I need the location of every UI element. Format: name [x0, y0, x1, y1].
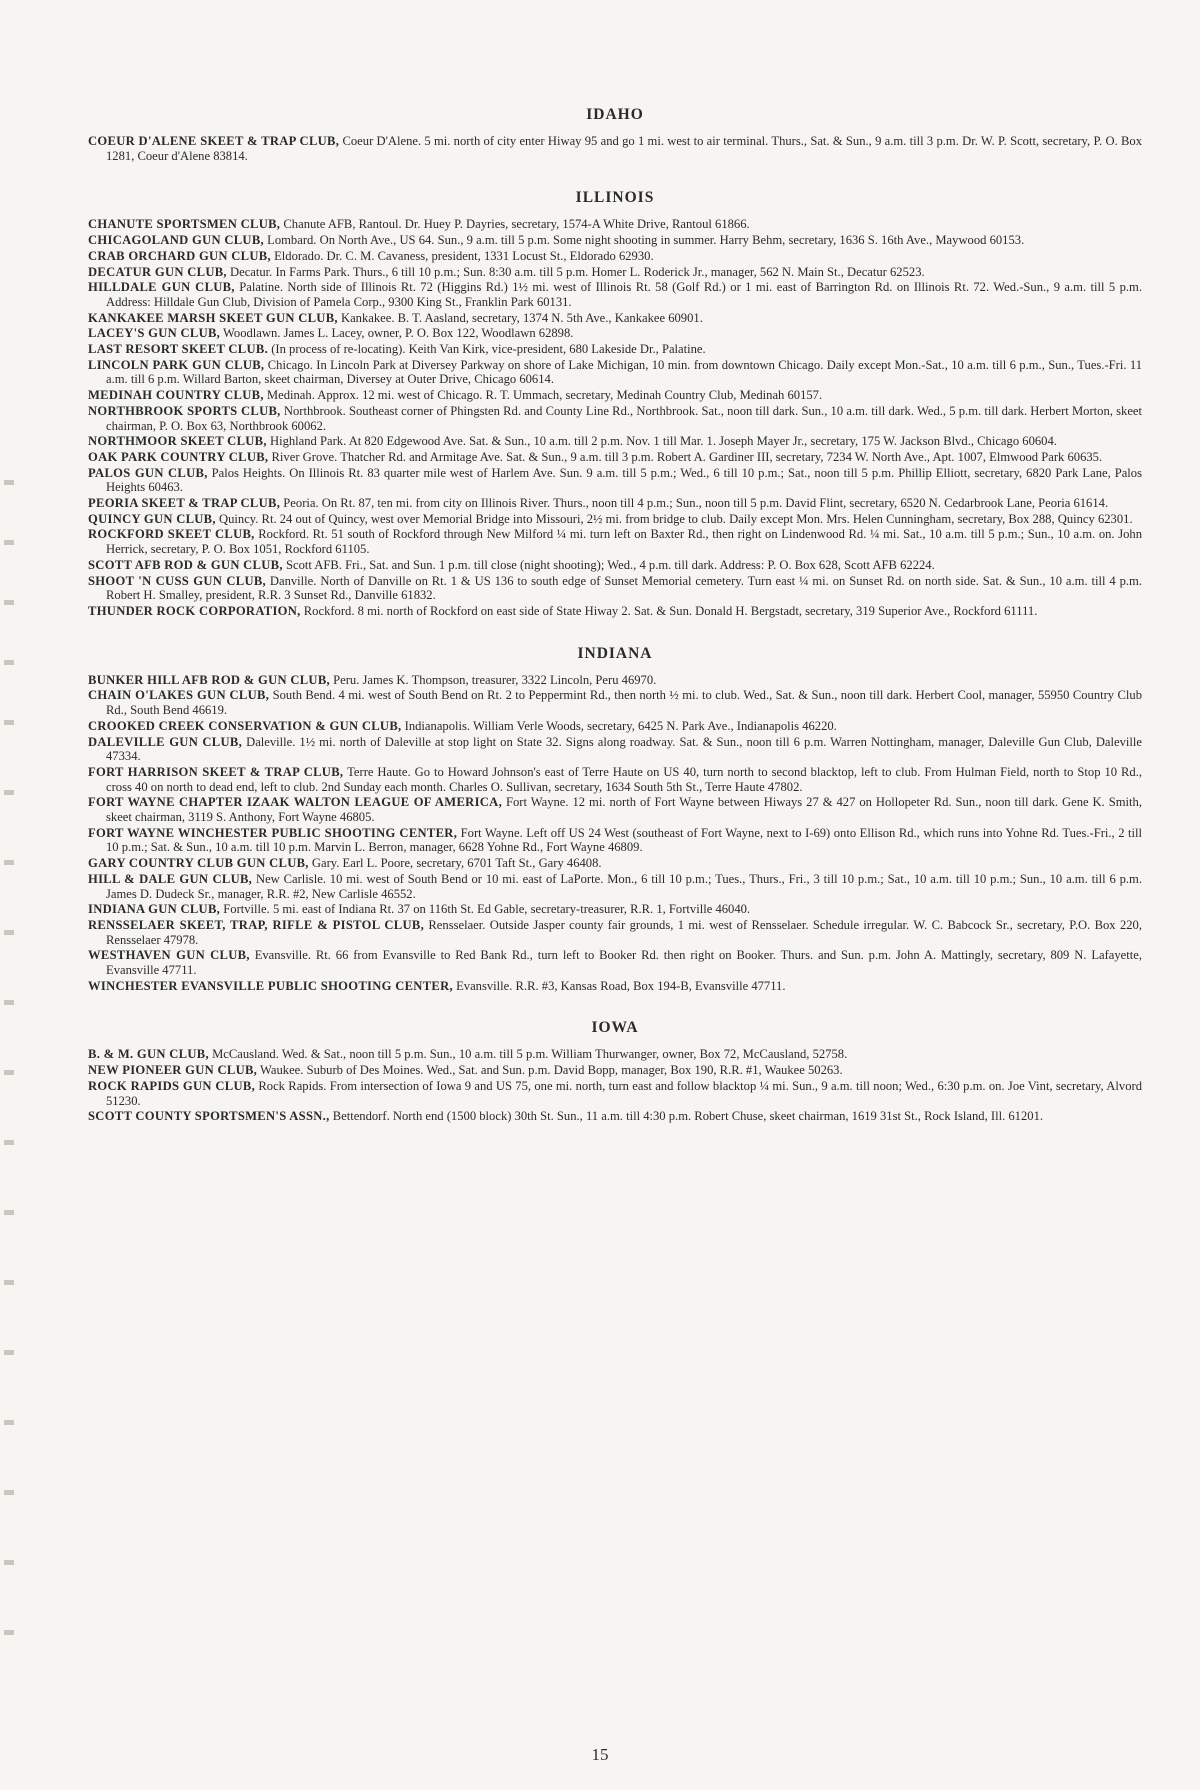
club-entry — [88, 249, 1142, 264]
club-entry — [88, 217, 1142, 232]
club-name: PALOS GUN CLUB, — [88, 465, 208, 480]
club-entry — [88, 358, 1142, 387]
state-heading: IDAHO — [586, 106, 644, 123]
club-name: DECATUR GUN CLUB, — [88, 264, 227, 279]
club-details: McCausland. Wed. & Sat., noon till 5 p.m. Sun., 10 a.m. till 5 p.m. William Thurwanger, owner, Box 72, McCausland, 52758. — [212, 1047, 848, 1062]
club-name: NORTHBROOK SPORTS CLUB, — [88, 403, 281, 418]
club-entry — [88, 311, 1142, 326]
club-details: Chicago. In Lincoln Park at Diversey Parkway on shore of Lake Michigan, 10 min. from downtown Chicago. Daily except Mon.-Sat., 10 a.m. till 6 p.m., Sun., Tues.-Fri. 11 a.m. till 6 p.m. Willard Barton, skeet chairman, Diversey at Outer Drive, Chicago 60614. — [106, 357, 1143, 387]
club-details: River Grove. Thatcher Rd. and Armitage Ave. Sat. & Sun., 9 a.m. till 3 p.m. Robert A. Gardiner III, secretary, 7234 W. North Ave., Apt. 1007, Elmwood Park 60635. — [271, 449, 1103, 464]
club-entry — [88, 826, 1142, 855]
club-entry — [88, 326, 1142, 341]
club-entry — [88, 948, 1142, 977]
club-details: Gary. Earl L. Poore, secretary, 6701 Taft St., Gary 46408. — [311, 856, 602, 871]
state-section — [88, 189, 1142, 618]
club-entry — [88, 558, 1142, 573]
club-name: DALEVILLE GUN CLUB, — [88, 734, 243, 749]
state-section — [88, 645, 1142, 994]
club-name: COEUR D'ALENE SKEET & TRAP CLUB, — [88, 134, 340, 148]
club-entry — [88, 466, 1142, 495]
page-number: 15 — [591, 1745, 609, 1764]
club-entry — [88, 265, 1142, 280]
club-entry — [88, 527, 1142, 556]
club-details: Kankakee. B. T. Aasland, secretary, 1374 N. 5th Ave., Kankakee 60901. — [341, 310, 703, 325]
club-details: Scott AFB. Fri., Sat. and Sun. 1 p.m. till close (night shooting); Wed., 4 p.m. till dark. Address: P. O. Box 628, Scott AFB 62224. — [285, 557, 935, 572]
club-details: Decatur. In Farms Park. Thurs., 6 till 10 p.m.; Sun. 8:30 a.m. till 5 p.m. Homer L. Roderick Jr., manager, 562 N. Main St., Decatur 62523. — [230, 264, 925, 279]
club-entry — [88, 450, 1142, 465]
club-name: B. & M. GUN CLUB, — [88, 1047, 209, 1062]
club-entry — [88, 688, 1142, 717]
club-details: Rockford. 8 mi. north of Rockford on east side of State Hiway 2. Sat. & Sun. Donald H. Bergstadt, secretary, 319 Superior Ave., Rockford 61111. — [303, 603, 1038, 618]
club-name: SCOTT AFB ROD & GUN CLUB, — [88, 557, 283, 572]
club-details: (In process of re-locating). Keith Van Kirk, vice-president, 680 Lakeside Dr., Palatine. — [271, 342, 706, 357]
club-entry — [88, 496, 1142, 511]
club-entry — [88, 1109, 1142, 1124]
club-details: Woodlawn. James L. Lacey, owner, P. O. Box 122, Woodlawn 62898. — [223, 326, 574, 341]
club-details: Quincy. Rt. 24 out of Quincy, west over Memorial Bridge into Missouri, 2½ mi. from bridge to club. Daily except Mon. Mrs. Helen Cunningham, secretary, Box 288, Quincy 62301. — [219, 511, 1133, 526]
club-details: Rockford. Rt. 51 south of Rockford through New Milford ¼ mi. turn left on Baxter Rd., then right on Lindenwood Rd. ¼ mi. Sat., 10 a.m. till 5 p.m.; Sun., 10 a.m. on. John Herrick, secretary, P. O. Box 1051, Rockford 61105. — [106, 527, 1143, 557]
club-details: Daleville. 1½ mi. north of Daleville at stop light on State 32. Signs along roadway. Sat. & Sun., noon till 6 p.m. Warren Nottingham, manager, Daleville Gun Club, Daleville 47334. — [106, 734, 1142, 764]
club-entry — [88, 134, 1142, 163]
scan-margin-marks — [0, 0, 22, 1790]
club-entry — [88, 404, 1142, 433]
club-entry — [88, 342, 1142, 357]
club-details: Medinah. Approx. 12 mi. west of Chicago. R. T. Ummach, secretary, Medinah Country Club, Medinah 60157. — [266, 388, 823, 403]
club-details: Peru. James K. Thompson, treasurer, 3322 Lincoln, Peru 46970. — [333, 672, 657, 687]
club-details: Fort Wayne. 12 mi. north of Fort Wayne between Hiways 27 & 427 on Hollopeter Rd. Sun., noon till dark. Gene K. Smith, skeet chairman, 3119 S. Anthony, Fort Wayne 46805. — [106, 795, 1142, 825]
club-name: NEW PIONEER GUN CLUB, — [88, 1063, 258, 1078]
club-entry — [88, 719, 1142, 734]
state-section — [88, 106, 1142, 163]
club-details: Chanute AFB, Rantoul. Dr. Huey P. Dayries, secretary, 1574-A White Drive, Rantoul 61866. — [283, 217, 750, 232]
club-details: Peoria. On Rt. 87, ten mi. from city on Illinois River. Thurs., noon till 4 p.m.; Sun., noon till 5 p.m. David Flint, secretary, 6520 N. Cedarbrook Lane, Peoria 61614. — [283, 496, 1109, 511]
club-name: RENSSELAER SKEET, TRAP, RIFLE & PISTOL CLUB, — [88, 917, 425, 932]
club-name: CROOKED CREEK CONSERVATION & GUN CLUB, — [88, 718, 402, 733]
club-name: LAST RESORT SKEET CLUB. — [88, 342, 269, 357]
club-name: LINCOLN PARK GUN CLUB, — [88, 357, 265, 372]
club-entry — [88, 902, 1142, 917]
club-details: Terre Haute. Go to Howard Johnson's east of Terre Haute on US 40, turn north to second blacktop, left to club. From Hulman Field, north to Stop 10 Rd., cross 40 on north to dead end, left to club. 2nd Sunday each month. Charles O. Sullivan, secretary, 1634 South 5th St., Terre Haute 47802. — [106, 764, 1143, 794]
club-name: THUNDER ROCK CORPORATION, — [88, 603, 301, 618]
club-entry — [88, 856, 1142, 871]
club-name: CHAIN O'LAKES GUN CLUB, — [88, 688, 270, 703]
club-details: Rock Rapids. From intersection of Iowa 9 and US 75, one mi. north, turn east and follow blacktop ¼ mi. Sun., 9 a.m. till noon; Wed., 6:30 p.m. on. Joe Vint, secretary, Alvord 51230. — [106, 1078, 1142, 1108]
club-name: CRAB ORCHARD GUN CLUB, — [88, 248, 271, 263]
club-entry — [88, 604, 1142, 619]
club-name: MEDINAH COUNTRY CLUB, — [88, 388, 264, 403]
club-name: SHOOT 'N CUSS GUN CLUB, — [88, 573, 266, 588]
club-name: HILLDALE GUN CLUB, — [88, 280, 235, 295]
club-name: ROCK RAPIDS GUN CLUB, — [88, 1078, 256, 1093]
club-entry — [88, 872, 1142, 901]
club-name: ROCKFORD SKEET CLUB, — [88, 527, 255, 542]
club-name: FORT HARRISON SKEET & TRAP CLUB, — [88, 764, 344, 779]
club-name: WINCHESTER EVANSVILLE PUBLIC SHOOTING CENTER, — [88, 978, 453, 993]
club-details: Evansville. R.R. #3, Kansas Road, Box 194-B, Evansville 47711. — [456, 978, 786, 993]
club-details: Fortville. 5 mi. east of Indiana Rt. 37 on 116th St. Ed Gable, secretary-treasurer, R.R. 1, Fortville 46040. — [223, 902, 751, 917]
club-details: Eldorado. Dr. C. M. Cavaness, president, 1331 Locust St., Eldorado 62930. — [274, 248, 654, 263]
club-name: NORTHMOOR SKEET CLUB, — [88, 434, 267, 449]
club-details: Rensselaer. Outside Jasper county fair grounds, 1 mi. west of Rensselaer. Schedule irregular. W. C. Babcock Sr., secretary, P.O. Box 220, Rensselaer 47978. — [106, 917, 1142, 947]
club-entry — [88, 735, 1142, 764]
state-section — [88, 1019, 1142, 1124]
club-details: Palos Heights. On Illinois Rt. 83 quarter mile west of Harlem Ave. Sun. 9 a.m. till 5 p.m.; Wed., 6 till 10 p.m.; Sat., noon till 5 p.m. Phillip Elliott, secretary, 6820 Park Lane, Palos Heights 60463. — [106, 465, 1143, 495]
club-details: Bettendorf. North end (1500 block) 30th St. Sun., 11 a.m. till 4:30 p.m. Robert Chuse, skeet chairman, 1619 31st St., Rock Island, Ill. 61201. — [332, 1109, 1044, 1124]
club-entry — [88, 765, 1142, 794]
club-name: CHANUTE SPORTSMEN CLUB, — [88, 217, 281, 232]
club-name: BUNKER HILL AFB ROD & GUN CLUB, — [88, 672, 330, 687]
club-details: New Carlisle. 10 mi. west of South Bend or 10 mi. east of LaPorte. Mon., 6 till 10 p.m.; Tues., Thurs., Fri., 3 till 10 p.m.; Sat., 10 a.m. till 10 p.m.; Sun., 10 a.m. till 6 p.m. James D. Dudeck Sr., manager, R.R. #2, New Carlisle 46552. — [106, 871, 1142, 901]
club-entry — [88, 1047, 1142, 1062]
club-details: Lombard. On North Ave., US 64. Sun., 9 a.m. till 5 p.m. Some night shooting in summer. Harry Behm, secretary, 1636 S. 16th Ave., Maywood 60153. — [267, 233, 1025, 248]
club-name: WESTHAVEN GUN CLUB, — [88, 948, 250, 963]
club-entry — [88, 388, 1142, 403]
club-name: KANKAKEE MARSH SKEET GUN CLUB, — [88, 310, 338, 325]
club-name: GARY COUNTRY CLUB GUN CLUB, — [88, 856, 309, 871]
club-details: Waukee. Suburb of Des Moines. Wed., Sat. and Sun. p.m. David Bopp, manager, Box 190, R.R. #1, Waukee 50263. — [260, 1063, 843, 1078]
state-heading: INDIANA — [577, 644, 653, 662]
club-name: INDIANA GUN CLUB, — [88, 902, 221, 917]
club-details: Palatine. North side of Illinois Rt. 72 (Higgins Rd.) 1½ mi. west of Illinois Rt. 58 (Golf Rd.) or 1 mi. east of Barrington Rd. on Illinois Rt. 72. Wed.-Sun., 9 a.m. till 5 p.m. Address: Hilldale Gun Club, Division of Pamela Corp., 9300 King St., Franklin Park 60131. — [106, 280, 1143, 309]
club-entry — [88, 574, 1142, 603]
club-entry — [88, 233, 1142, 248]
club-name: LACEY'S GUN CLUB, — [88, 326, 221, 341]
club-directory — [88, 106, 1142, 1124]
club-entry — [88, 434, 1142, 449]
club-name: HILL & DALE GUN CLUB, — [88, 871, 253, 886]
club-name: OAK PARK COUNTRY CLUB, — [88, 449, 269, 464]
club-details: South Bend. 4 mi. west of South Bend on Rt. 2 to Peppermint Rd., then north ½ mi. to club. Wed., Sat. & Sun., noon till dark. Herbert Cool, manager, 55950 Country Club Rd., South Bend 46619. — [106, 688, 1142, 718]
club-details: Northbrook. Southeast corner of Phingsten Rd. and County Line Rd., Northbrook. Sat., noon till dark. Sun., 10 a.m. till dark. Wed., 5 p.m. till dark. Herbert Morton, skeet chairman, P. O. Box 63, Northbrook 60062. — [106, 403, 1142, 433]
club-name: FORT WAYNE CHAPTER IZAAK WALTON LEAGUE OF AMERICA, — [88, 795, 503, 810]
club-name: FORT WAYNE WINCHESTER PUBLIC SHOOTING CENTER, — [88, 825, 458, 840]
club-details: Highland Park. At 820 Edgewood Ave. Sat. & Sun., 10 a.m. till 2 p.m. Nov. 1 till Mar. 1. Joseph Mayer Jr., secretary, 175 W. Jackson Blvd., Chicago 60604. — [269, 434, 1057, 449]
club-entry — [88, 280, 1142, 309]
club-name: QUINCY GUN CLUB, — [88, 511, 216, 526]
state-heading: IOWA — [591, 1019, 639, 1037]
club-details: Danville. North of Danville on Rt. 1 & US 136 to south edge of Sunset Memorial cemetery. Turn east ¼ mi. on Sunset Rd. on north side. Sat. & Sun., 10 a.m. till 4 p.m. Robert H. Smalley, president, R.R. 3 Sunset Rd., Danville 61832. — [106, 573, 1142, 603]
club-entry — [88, 512, 1142, 527]
club-name: SCOTT COUNTY SPORTSMEN'S ASSN., — [88, 1109, 330, 1124]
club-entry — [88, 1079, 1142, 1108]
club-details: Coeur D'Alene. 5 mi. north of city enter Hiway 95 and go 1 mi. west to air terminal. Thurs., Sat. & Sun., 9 a.m. till 3 p.m. Dr. W. P. Scott, secretary, P. O. Box 1281, Coeur d'Alene 83814. — [106, 134, 1142, 163]
club-entry — [88, 795, 1142, 824]
club-name: PEORIA SKEET & TRAP CLUB, — [88, 496, 281, 511]
club-name: CHICAGOLAND GUN CLUB, — [88, 233, 264, 248]
club-entry — [88, 979, 1142, 994]
club-details: Indianapolis. William Verle Woods, secretary, 6425 N. Park Ave., Indianapolis 46220. — [404, 718, 837, 733]
club-details: Evansville. Rt. 66 from Evansville to Red Bank Rd., turn left to Booker Rd. then right on Booker. Thurs. and Sun. p.m. John A. Mattingly, secretary, 809 N. Lafayette, Evansville 47711. — [106, 948, 1143, 978]
club-details: Fort Wayne. Left off US 24 West (southeast of Fort Wayne, next to I-69) onto Ellison Rd., which runs into Yohne Rd. Tues.-Fri., 2 till 10 p.m.; Sat. & Sun., 10 a.m. till 10 p.m. Marvin L. Berron, manager, 6628 Yohne Rd., Fort Wayne 46809. — [106, 825, 1142, 855]
club-entry — [88, 918, 1142, 947]
club-entry — [88, 1063, 1142, 1078]
club-entry — [88, 673, 1142, 688]
state-heading: ILLINOIS — [575, 189, 655, 207]
